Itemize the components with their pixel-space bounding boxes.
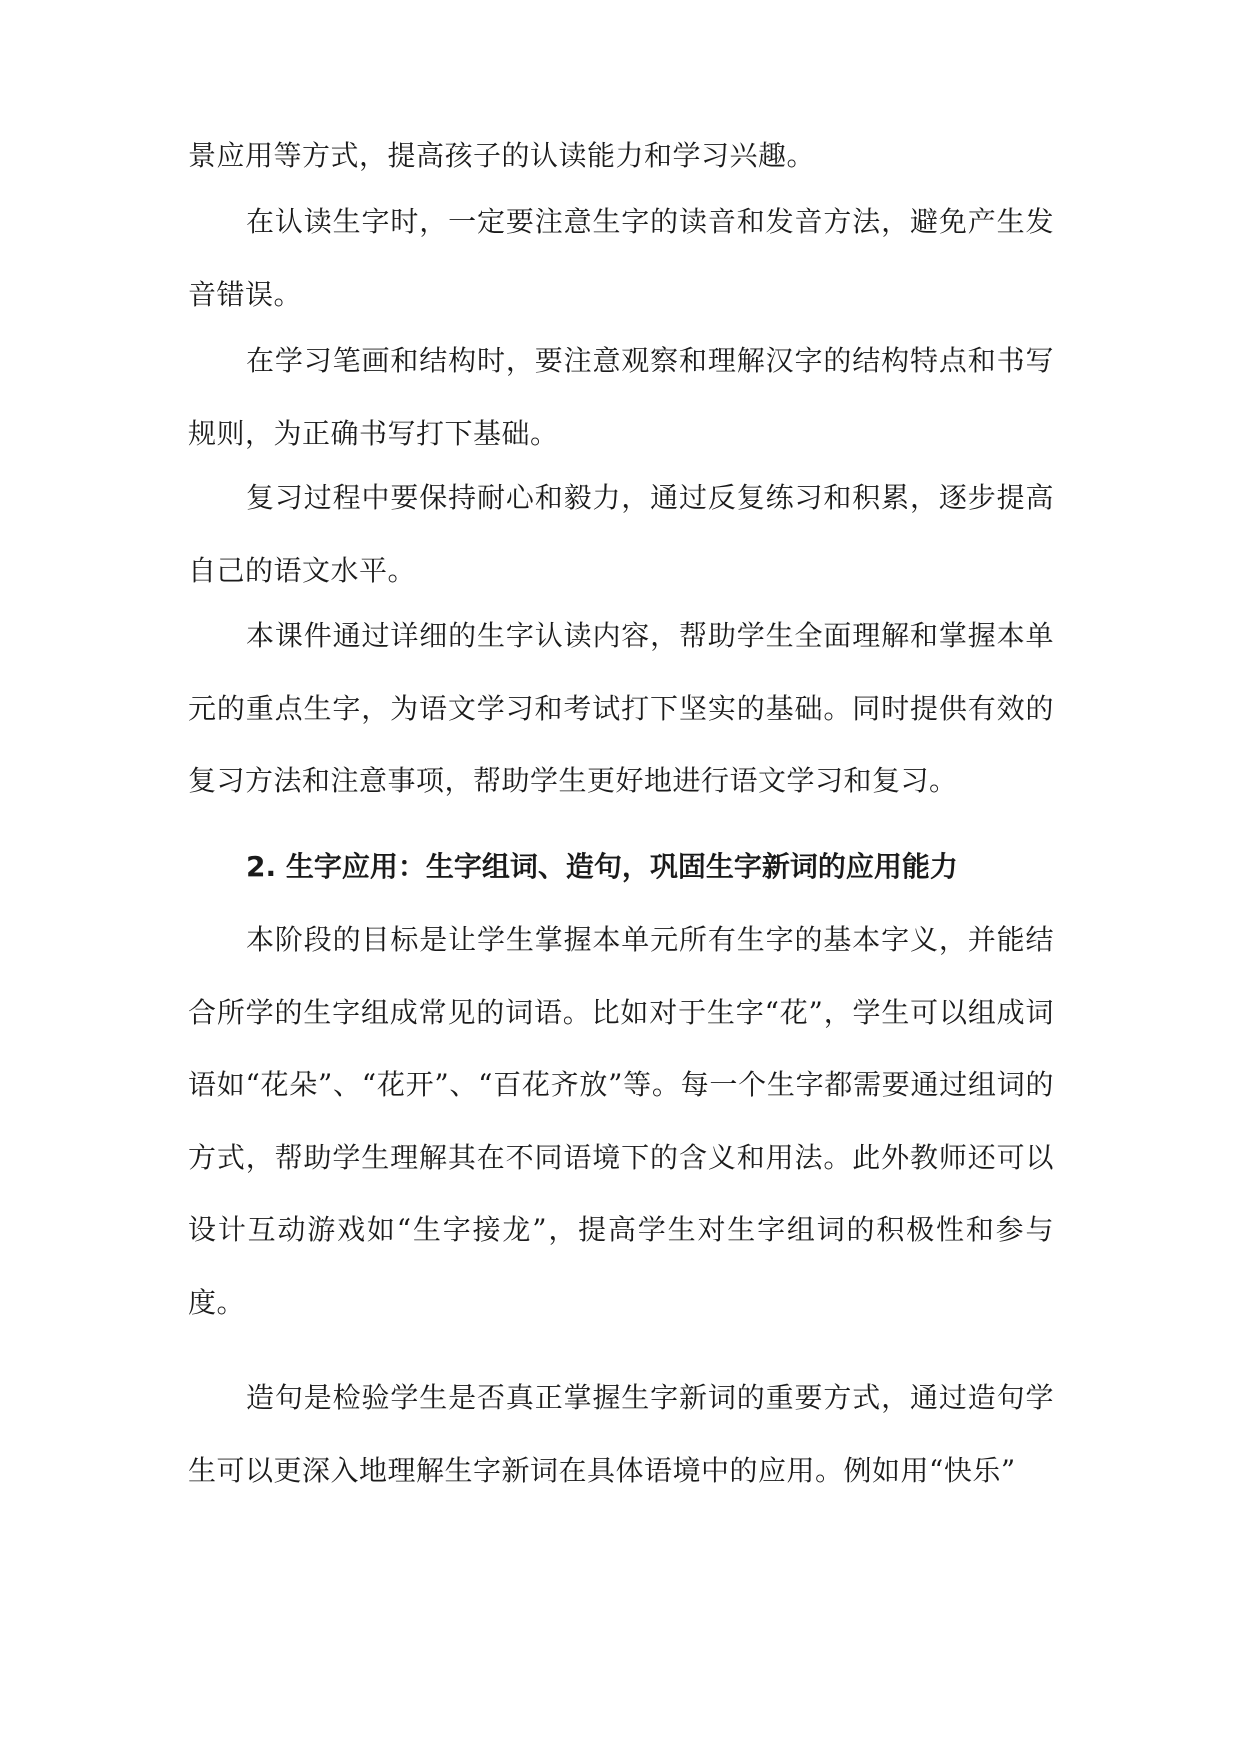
paragraph-continuation: 景应用等方式，提高孩子的认读能力和学习兴趣。 xyxy=(188,139,816,172)
paragraph-pronunciation: 在认读生字时，一定要注意生字的读音和发音方法，避免产生发音错误。 xyxy=(188,205,1054,311)
paragraph-sentence-making: 造句是检验学生是否真正掌握生字新词的重要方式，通过造句学生可以更深入地理解生字新词在具体语境中的应用。例如用“快乐” xyxy=(188,1381,1054,1487)
paragraph-summary: 本课件通过详细的生字认读内容，帮助学生全面理解和掌握本单元的重点生字，为语文学习和考试打下坚实的基础。同时提供有效的复习方法和注意事项，帮助学生更好地进行语文学习和复习。 xyxy=(188,619,1054,797)
section-heading: 2. 生字应用：生字组词、造句，巩固生字新词的应用能力 xyxy=(246,850,958,883)
paragraph-review: 复习过程中要保持耐心和毅力，通过反复练习和积累，逐步提高自己的语文水平。 xyxy=(188,481,1054,587)
paragraph-strokes: 在学习笔画和结构时，要注意观察和理解汉字的结构特点和书写规则，为正确书写打下基础。 xyxy=(188,344,1054,450)
paragraph-word-formation: 本阶段的目标是让学生掌握本单元所有生字的基本字义，并能结合所学的生字组成常见的词语。比如对于生字“花”，学生可以组成词语如“花朵”、“花开”、“百花齐放”等。每一个生字都需要通过组词的方式，帮助学生理解其在不同语境下的含义和用法。此外教师还可以设计互动游戏如“生字接龙”，提高学生对生字组词的积极性和参与度。 xyxy=(188,923,1054,1319)
